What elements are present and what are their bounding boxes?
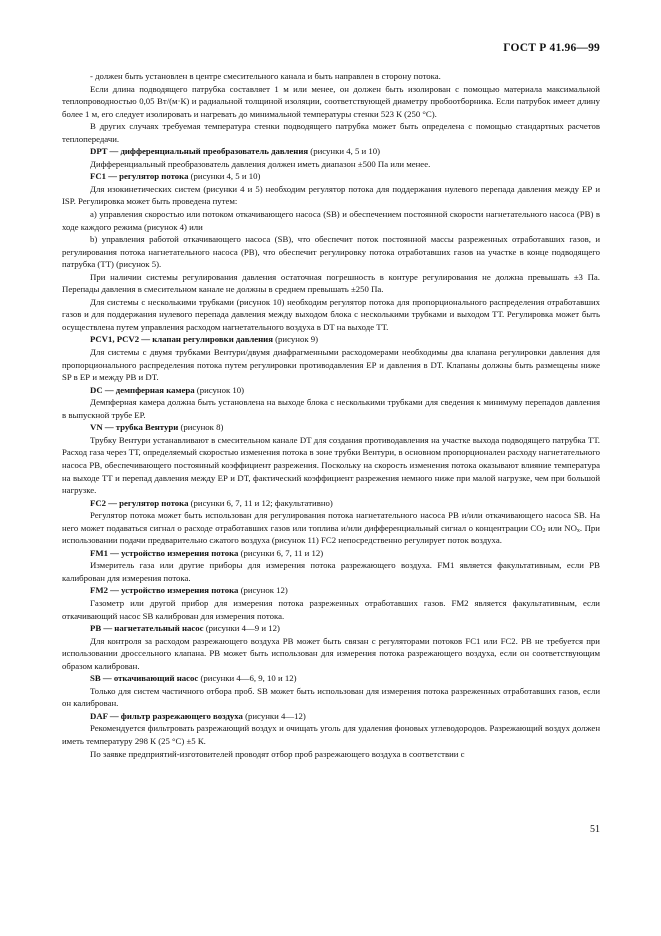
paragraph: Только для систем частичного отбора проб. SB может быть использован для измерения потока разреженных отработавших газов, если он калиброван.	[62, 685, 600, 709]
term-title: FC2 — регулятор потока	[90, 497, 189, 508]
page-number: 51	[590, 824, 600, 835]
term-title: РВ — нагнетательный насос	[90, 623, 204, 634]
term-heading	[62, 672, 600, 685]
term-reference: (рисунки 4, 5 и 10)	[188, 171, 261, 182]
document-body	[62, 70, 600, 760]
term-heading	[62, 170, 600, 183]
paragraph: Для контроля за расходом разрежающего воздуха РВ может быть связан с регуляторами потоков FC1 или FC2. РВ не требуется при использовании дроссельного клапана. РВ может быть использован для измерения потока разрежающего воздуха, если он соответствующим образом калиброван.	[62, 635, 600, 671]
term-reference: (рисунки 4, 5 и 10)	[308, 146, 381, 157]
paragraph	[62, 509, 600, 547]
paragraph: По заявке предприятий-изготовителей проводят отбор проб разрежающего воздуха в соответствии с	[90, 748, 465, 759]
term-heading	[62, 421, 600, 434]
paragraph: Рекомендуется фильтровать разрежающий воздух и очищать уголь для удаления фоновых углеводородов. Разрежающий воздух должен иметь температуру 298 К (25 °С) ±5 К.	[62, 723, 600, 746]
paragraph: Измеритель газа или другие приборы для измерения потока разрежающего воздуха. FM1 является факультативным, если РВ калиброван для измерения потока.	[62, 560, 600, 583]
term-reference: (рисунки 4—9 и 12)	[203, 623, 280, 634]
term-reference: (рисунки 6, 7, 11 и 12; факультативно)	[188, 497, 333, 508]
term-title: PCV1, PCV2 — клапан регулировки давления	[90, 334, 273, 345]
paragraph: Если длина подводящего патрубка составляет 1 м или менее, он должен быть изолирован с помощью материала максимальной теплопроводностью 0,05 Вт/(м·К) и радиальной толщиной изоляции, соответствующей диаметру пробоотборника. Если патрубок имеет длину более 1 м, его следует изолировать и нагревать до минимальной температуры стенки 523 К (250 °С).	[62, 83, 600, 119]
term-title: DAF — фильтр разрежающего воздуха	[90, 710, 243, 721]
list-item: b) управления работой откачивающего насоса (SB), что обеспечит поток постоянной массы разреженных отработавших газов, и регулирования потока нагнетательного насоса (РВ), что обеспечит регулировку потока отработавших газов на участке в конце подводящего патрубка (ТТ) (рисунок 5).	[62, 234, 600, 270]
term-title: VN — трубка Вентури	[90, 422, 179, 433]
term-title: DPT — дифференциальный преобразователь давления	[90, 146, 309, 157]
term-title: FM2 — устройство измерения потока	[90, 585, 239, 596]
paragraph: При наличии системы регулирования давления остаточная погрешность в контуре регулирования не должна превышать ±3 Па. Перепады давления в смесительном канале не должны в среднем превышать ±250 Па.	[62, 271, 600, 295]
term-reference: (рисунок 8)	[178, 422, 224, 433]
term-reference: (рисунок 12)	[238, 585, 288, 596]
term-reference: (рисунки 6, 7, 11 и 12)	[238, 547, 324, 558]
paragraph: Для системы с несколькими трубками (рисунок 10) необходим регулятор потока для пропорционального распределения отработавших газов и для поддержания нулевого перепада давления между выходом блока с несколькими трубками и выходом ТТ. Регулировка может быть осуществлена путем управления расходом нагнетательного воздуха в DT на выходе ТТ.	[62, 296, 600, 332]
paragraph: Трубку Вентури устанавливают в смесительном канале DT для создания противодавления на участке выхода подводящего патрубка ТТ. Расход газа через ТТ, определяемый скоростью изменения потока в зоне трубки Вентури, в основном пропорционален расходу нагнетательного насоса РВ, обеспечивающего постоянный коэффициент разрежения. Поскольку на скорость изменения потока оказывают влияние температура на выходе ТТ и перепад давления между ЕР и DT, фактический коэффициент разрежения немного ниже при малой нагрузке, чем при большой нагрузке.	[62, 434, 600, 496]
standard-header: ГОСТ Р 41.96—99	[503, 42, 600, 54]
term-heading	[62, 333, 600, 346]
term-heading	[62, 497, 600, 510]
term-reference: (рисунки 4—12)	[242, 710, 306, 721]
list-item: а) управления скоростью или потоком откачивающего насоса (SB) и обеспечением постоянной скорости нагнетательного насоса (РВ) в ходе каждого режима (рисунок 4) или	[62, 209, 600, 232]
paragraph: Для изокинетических систем (рисунки 4 и 5) необходим регулятор потока для поддержания нулевого перепада давления между ЕР и ISP. Регулировка может быть проведена путем:	[62, 183, 600, 207]
term-title: FM1 — устройство измерения потока	[90, 547, 239, 558]
term-heading	[62, 710, 600, 723]
paragraph: Демпферная камера должна быть установлена на выходе блока с несколькими трубками для сведения к минимуму перепадов давления в выпускной трубе ЕР.	[62, 397, 600, 420]
paragraph: Дифференциальный преобразователь давления должен иметь диапазон ±500 Па или менее.	[90, 158, 431, 169]
term-reference: (рисунок 9)	[272, 334, 319, 345]
paragraph: Газометр или другой прибор для измерения потока разреженных отработавших газов. FM2 является факультативным, если откачивающий насос SB калиброван для измерения потока.	[62, 597, 600, 621]
paragraph: - должен быть установлен в центре смесительного канала и быть направлен в сторону потока.	[90, 71, 441, 81]
term-heading	[62, 622, 600, 635]
term-title: SB — откачивающий насос	[90, 673, 199, 684]
text-run: . При использовании подачи предварительно сжатого воздуха (рисунок 11) FC2 непосредственно регулирует поток воздуха.	[62, 522, 600, 546]
text-run: Регулятор потока может быть использован для регулирования потока нагнетательного насоса РВ и/или откачивающего насоса SB. На него может подаваться сигнал о расходе отработавших газов или топлива и/или дифференциальный сигнал о концентрации CO	[62, 510, 600, 533]
term-title: FC1 — регулятор потока	[90, 171, 189, 182]
subscript: 2	[542, 527, 546, 534]
paragraph: Для системы с двумя трубками Вентури/двумя диафрагменными расходомерами необходимы два клапана регулировки давления для пропорционального распределения потока путем регулировки противодавления ЕР и давления в DT. Клапаны должны быть размещены ниже SP в ЕР и между РВ и DT.	[62, 347, 600, 383]
term-title: DC — демпферная камера	[90, 384, 195, 395]
term-reference: (рисунок 10)	[194, 384, 245, 395]
subscript: x	[576, 527, 580, 534]
paragraph: В других случаях требуемая температура стенки подводящего патрубка может быть определена с помощью стандартных расчетов теплопередачи.	[62, 121, 600, 144]
term-reference: (рисунки 4—6, 9, 10 и 12)	[198, 673, 297, 684]
term-heading	[62, 584, 600, 597]
term-heading	[62, 384, 600, 397]
term-heading	[62, 547, 600, 560]
text-run: или NO	[545, 522, 577, 533]
term-heading	[62, 145, 600, 158]
